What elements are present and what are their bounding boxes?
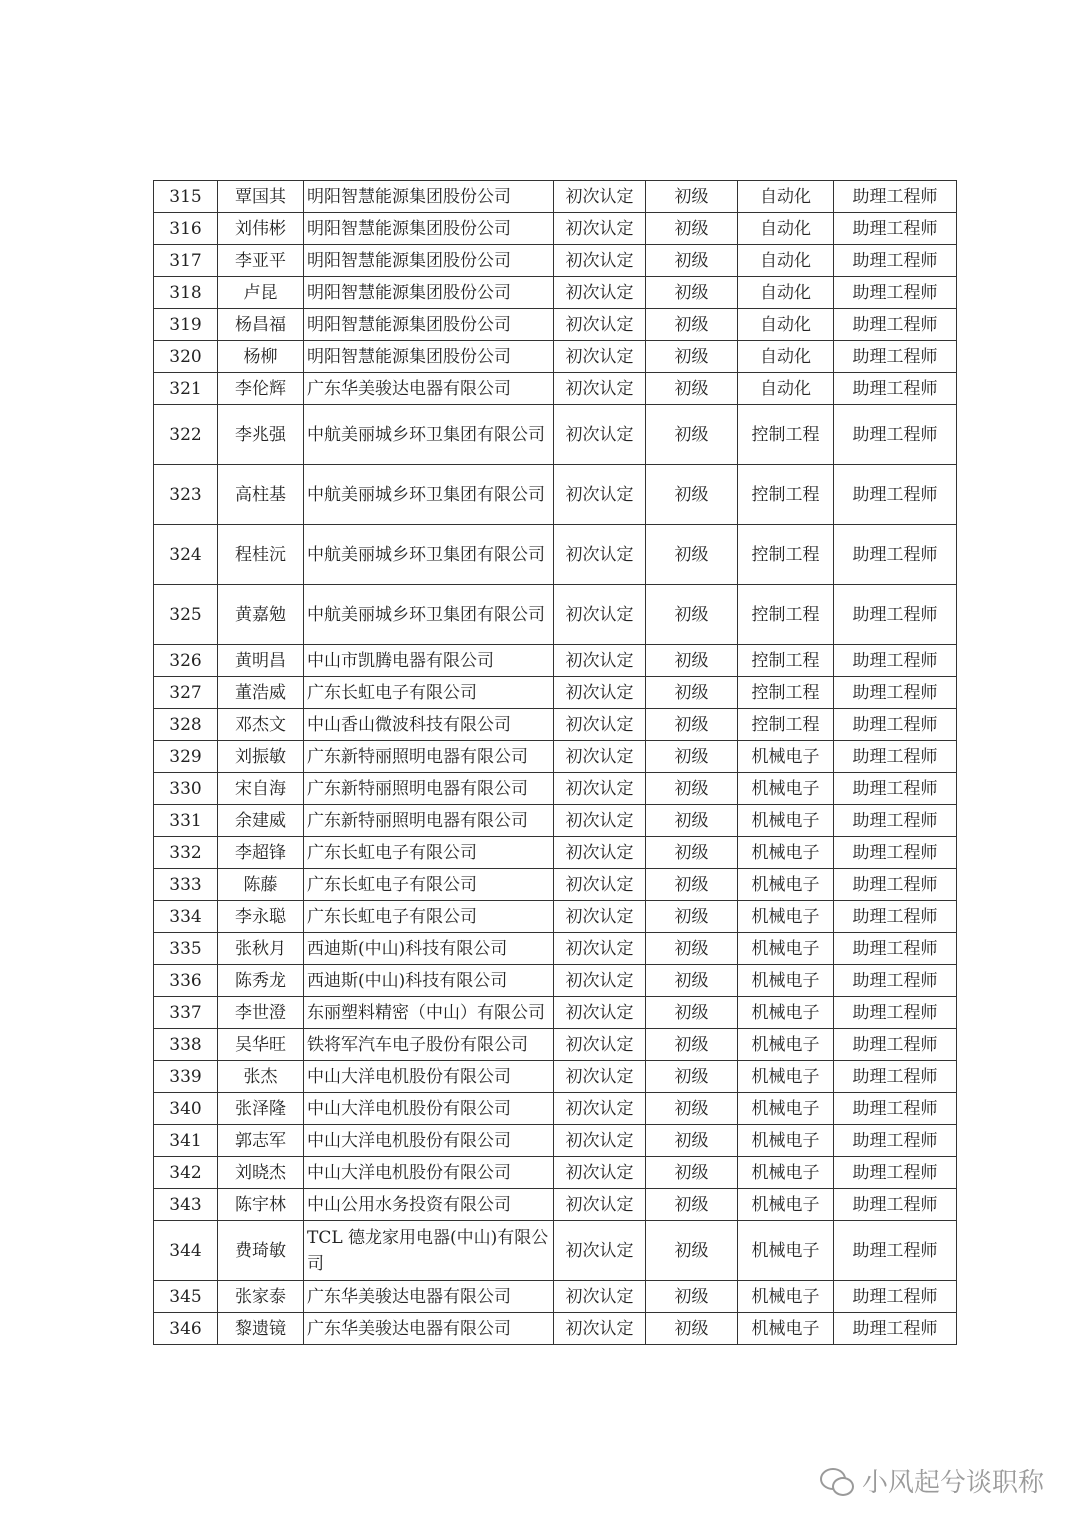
specialty-cell: 机械电子 [738, 837, 834, 869]
specialty-cell: 机械电子 [738, 1061, 834, 1093]
title-level-cell: 初级 [646, 213, 738, 245]
row-number-cell: 338 [154, 1029, 218, 1061]
person-name-cell: 黄嘉勉 [218, 585, 304, 645]
row-number-cell: 344 [154, 1221, 218, 1281]
row-number-cell: 316 [154, 213, 218, 245]
watermark [820, 1462, 1044, 1499]
company-name-cell: 中航美丽城乡环卫集团有限公司 [304, 585, 554, 645]
table-row [154, 1281, 957, 1313]
assessment-type-cell: 初次认定 [554, 525, 646, 585]
person-name-cell: 李兆强 [218, 405, 304, 465]
person-name-cell: 李世澄 [218, 997, 304, 1029]
person-name-cell: 黎遗镜 [218, 1313, 304, 1345]
assessment-type-cell: 初次认定 [554, 1313, 646, 1345]
table-row [154, 741, 957, 773]
company-name-cell: 明阳智慧能源集团股份公司 [304, 277, 554, 309]
job-title-cell: 助理工程师 [834, 341, 957, 373]
title-level-cell: 初级 [646, 405, 738, 465]
company-name-cell: 明阳智慧能源集团股份公司 [304, 309, 554, 341]
row-number-cell: 337 [154, 997, 218, 1029]
table-row [154, 677, 957, 709]
assessment-type-cell: 初次认定 [554, 709, 646, 741]
company-name-cell: 东丽塑料精密（中山）有限公司 [304, 997, 554, 1029]
person-name-cell: 卢昆 [218, 277, 304, 309]
person-name-cell: 郭志军 [218, 1125, 304, 1157]
assessment-type-cell: 初次认定 [554, 1189, 646, 1221]
assessment-type-cell: 初次认定 [554, 277, 646, 309]
title-level-cell: 初级 [646, 373, 738, 405]
title-level-cell: 初级 [646, 1313, 738, 1345]
row-number-cell: 323 [154, 465, 218, 525]
table-row [154, 525, 957, 585]
row-number-cell: 319 [154, 309, 218, 341]
table-row [154, 373, 957, 405]
person-name-cell: 刘伟彬 [218, 213, 304, 245]
title-level-cell: 初级 [646, 245, 738, 277]
specialty-cell: 自动化 [738, 181, 834, 213]
table-row [154, 709, 957, 741]
person-name-cell: 高柱基 [218, 465, 304, 525]
watermark-text: 小风起兮谈职称 [862, 1468, 1045, 1498]
assessment-type-cell: 初次认定 [554, 1125, 646, 1157]
company-name-cell: 中山公用水务投资有限公司 [304, 1189, 554, 1221]
person-name-cell: 程桂沅 [218, 525, 304, 585]
row-number-cell: 320 [154, 341, 218, 373]
table-row [154, 645, 957, 677]
specialty-cell: 机械电子 [738, 773, 834, 805]
person-name-cell: 费琦敏 [218, 1221, 304, 1281]
job-title-cell: 助理工程师 [834, 741, 957, 773]
specialty-cell: 机械电子 [738, 901, 834, 933]
job-title-cell: 助理工程师 [834, 585, 957, 645]
table-row [154, 869, 957, 901]
specialty-cell: 机械电子 [738, 1125, 834, 1157]
person-name-cell: 杨柳 [218, 341, 304, 373]
job-title-cell: 助理工程师 [834, 465, 957, 525]
assessment-type-cell: 初次认定 [554, 901, 646, 933]
assessment-type-cell: 初次认定 [554, 773, 646, 805]
specialty-cell: 控制工程 [738, 645, 834, 677]
specialty-cell: 控制工程 [738, 525, 834, 585]
table-row [154, 901, 957, 933]
specialty-cell: 控制工程 [738, 585, 834, 645]
table-row [154, 1093, 957, 1125]
assessment-type-cell: 初次认定 [554, 341, 646, 373]
assessment-type-cell: 初次认定 [554, 677, 646, 709]
person-name-cell: 吴华旺 [218, 1029, 304, 1061]
job-title-cell: 助理工程师 [834, 1093, 957, 1125]
person-name-cell: 邓杰文 [218, 709, 304, 741]
title-level-cell: 初级 [646, 1061, 738, 1093]
person-name-cell: 杨昌福 [218, 309, 304, 341]
row-number-cell: 326 [154, 645, 218, 677]
company-name-cell: 明阳智慧能源集团股份公司 [304, 245, 554, 277]
table-row [154, 1125, 957, 1157]
person-name-cell: 宋自海 [218, 773, 304, 805]
title-level-cell: 初级 [646, 1157, 738, 1189]
row-number-cell: 334 [154, 901, 218, 933]
job-title-cell: 助理工程师 [834, 1157, 957, 1189]
specialty-cell: 机械电子 [738, 1189, 834, 1221]
row-number-cell: 321 [154, 373, 218, 405]
company-name-cell: 中山香山微波科技有限公司 [304, 709, 554, 741]
title-level-cell: 初级 [646, 645, 738, 677]
title-level-cell: 初级 [646, 901, 738, 933]
assessment-type-cell: 初次认定 [554, 465, 646, 525]
company-name-cell: 广东华美骏达电器有限公司 [304, 373, 554, 405]
title-level-cell: 初级 [646, 933, 738, 965]
title-level-cell: 初级 [646, 341, 738, 373]
assessment-type-cell: 初次认定 [554, 1029, 646, 1061]
job-title-cell: 助理工程师 [834, 933, 957, 965]
title-level-cell: 初级 [646, 465, 738, 525]
job-title-cell: 助理工程师 [834, 997, 957, 1029]
row-number-cell: 336 [154, 965, 218, 997]
specialty-cell: 自动化 [738, 309, 834, 341]
job-title-cell: 助理工程师 [834, 1221, 957, 1281]
specialty-cell: 控制工程 [738, 465, 834, 525]
job-title-cell: 助理工程师 [834, 309, 957, 341]
company-name-cell: 明阳智慧能源集团股份公司 [304, 181, 554, 213]
company-name-cell: 中山市凯腾电器有限公司 [304, 645, 554, 677]
row-number-cell: 332 [154, 837, 218, 869]
table-row [154, 773, 957, 805]
company-name-cell: 中山大洋电机股份有限公司 [304, 1061, 554, 1093]
person-name-cell: 张杰 [218, 1061, 304, 1093]
table-row [154, 277, 957, 309]
table-row [154, 933, 957, 965]
title-level-cell: 初级 [646, 525, 738, 585]
title-level-cell: 初级 [646, 1221, 738, 1281]
table-row [154, 1313, 957, 1345]
title-level-cell: 初级 [646, 869, 738, 901]
roster-table [153, 180, 957, 1345]
table-row [154, 465, 957, 525]
specialty-cell: 机械电子 [738, 1221, 834, 1281]
company-name-cell: 中山大洋电机股份有限公司 [304, 1157, 554, 1189]
job-title-cell: 助理工程师 [834, 245, 957, 277]
assessment-type-cell: 初次认定 [554, 373, 646, 405]
specialty-cell: 机械电子 [738, 1313, 834, 1345]
person-name-cell: 刘晓杰 [218, 1157, 304, 1189]
company-name-cell: 铁将军汽车电子股份有限公司 [304, 1029, 554, 1061]
company-name-cell: TCL 德龙家用电器(中山)有限公司 [304, 1221, 554, 1281]
wechat-icon [820, 1466, 854, 1496]
specialty-cell: 控制工程 [738, 405, 834, 465]
company-name-cell: 中航美丽城乡环卫集团有限公司 [304, 465, 554, 525]
job-title-cell: 助理工程师 [834, 1281, 957, 1313]
table-row [154, 965, 957, 997]
table-row [154, 1029, 957, 1061]
row-number-cell: 343 [154, 1189, 218, 1221]
title-level-cell: 初级 [646, 309, 738, 341]
assessment-type-cell: 初次认定 [554, 213, 646, 245]
person-name-cell: 李亚平 [218, 245, 304, 277]
assessment-type-cell: 初次认定 [554, 869, 646, 901]
person-name-cell: 覃国其 [218, 181, 304, 213]
row-number-cell: 324 [154, 525, 218, 585]
job-title-cell: 助理工程师 [834, 805, 957, 837]
title-level-cell: 初级 [646, 1029, 738, 1061]
job-title-cell: 助理工程师 [834, 405, 957, 465]
job-title-cell: 助理工程师 [834, 869, 957, 901]
assessment-type-cell: 初次认定 [554, 933, 646, 965]
title-level-cell: 初级 [646, 805, 738, 837]
table-row [154, 245, 957, 277]
row-number-cell: 330 [154, 773, 218, 805]
table-row [154, 997, 957, 1029]
company-name-cell: 广东华美骏达电器有限公司 [304, 1313, 554, 1345]
row-number-cell: 322 [154, 405, 218, 465]
person-name-cell: 张秋月 [218, 933, 304, 965]
row-number-cell: 341 [154, 1125, 218, 1157]
row-number-cell: 329 [154, 741, 218, 773]
row-number-cell: 333 [154, 869, 218, 901]
table-row [154, 1061, 957, 1093]
specialty-cell: 控制工程 [738, 677, 834, 709]
specialty-cell: 机械电子 [738, 869, 834, 901]
table-row [154, 181, 957, 213]
specialty-cell: 机械电子 [738, 805, 834, 837]
table-row [154, 837, 957, 869]
person-name-cell: 刘振敏 [218, 741, 304, 773]
assessment-type-cell: 初次认定 [554, 805, 646, 837]
title-level-cell: 初级 [646, 837, 738, 869]
table-row [154, 1157, 957, 1189]
assessment-type-cell: 初次认定 [554, 645, 646, 677]
assessment-type-cell: 初次认定 [554, 741, 646, 773]
person-name-cell: 董浩威 [218, 677, 304, 709]
company-name-cell: 广东新特丽照明电器有限公司 [304, 741, 554, 773]
job-title-cell: 助理工程师 [834, 645, 957, 677]
title-level-cell: 初级 [646, 1093, 738, 1125]
person-name-cell: 李伦辉 [218, 373, 304, 405]
assessment-type-cell: 初次认定 [554, 965, 646, 997]
person-name-cell: 张家泰 [218, 1281, 304, 1313]
company-name-cell: 广东长虹电子有限公司 [304, 901, 554, 933]
title-level-cell: 初级 [646, 1281, 738, 1313]
company-name-cell: 明阳智慧能源集团股份公司 [304, 213, 554, 245]
company-name-cell: 广东长虹电子有限公司 [304, 869, 554, 901]
job-title-cell: 助理工程师 [834, 373, 957, 405]
title-level-cell: 初级 [646, 773, 738, 805]
row-number-cell: 325 [154, 585, 218, 645]
job-title-cell: 助理工程师 [834, 1125, 957, 1157]
assessment-type-cell: 初次认定 [554, 1061, 646, 1093]
specialty-cell: 机械电子 [738, 741, 834, 773]
title-level-cell: 初级 [646, 1189, 738, 1221]
person-name-cell: 陈藤 [218, 869, 304, 901]
table-row [154, 1221, 957, 1281]
assessment-type-cell: 初次认定 [554, 837, 646, 869]
job-title-cell: 助理工程师 [834, 277, 957, 309]
job-title-cell: 助理工程师 [834, 181, 957, 213]
row-number-cell: 318 [154, 277, 218, 309]
assessment-type-cell: 初次认定 [554, 181, 646, 213]
specialty-cell: 自动化 [738, 373, 834, 405]
assessment-type-cell: 初次认定 [554, 245, 646, 277]
assessment-type-cell: 初次认定 [554, 585, 646, 645]
assessment-type-cell: 初次认定 [554, 309, 646, 341]
specialty-cell: 自动化 [738, 245, 834, 277]
company-name-cell: 西迪斯(中山)科技有限公司 [304, 933, 554, 965]
job-title-cell: 助理工程师 [834, 965, 957, 997]
job-title-cell: 助理工程师 [834, 525, 957, 585]
row-number-cell: 339 [154, 1061, 218, 1093]
row-number-cell: 317 [154, 245, 218, 277]
specialty-cell: 机械电子 [738, 1281, 834, 1313]
title-level-cell: 初级 [646, 585, 738, 645]
row-number-cell: 340 [154, 1093, 218, 1125]
assessment-type-cell: 初次认定 [554, 1157, 646, 1189]
specialty-cell: 机械电子 [738, 1093, 834, 1125]
row-number-cell: 327 [154, 677, 218, 709]
assessment-type-cell: 初次认定 [554, 1093, 646, 1125]
job-title-cell: 助理工程师 [834, 773, 957, 805]
person-name-cell: 黄明昌 [218, 645, 304, 677]
row-number-cell: 342 [154, 1157, 218, 1189]
row-number-cell: 345 [154, 1281, 218, 1313]
assessment-type-cell: 初次认定 [554, 1281, 646, 1313]
title-level-cell: 初级 [646, 741, 738, 773]
title-level-cell: 初级 [646, 997, 738, 1029]
job-title-cell: 助理工程师 [834, 1189, 957, 1221]
title-level-cell: 初级 [646, 1125, 738, 1157]
assessment-type-cell: 初次认定 [554, 1221, 646, 1281]
company-name-cell: 广东长虹电子有限公司 [304, 837, 554, 869]
specialty-cell: 控制工程 [738, 709, 834, 741]
row-number-cell: 335 [154, 933, 218, 965]
row-number-cell: 346 [154, 1313, 218, 1345]
specialty-cell: 机械电子 [738, 1029, 834, 1061]
company-name-cell: 明阳智慧能源集团股份公司 [304, 341, 554, 373]
roster-body [154, 181, 957, 1345]
table-row [154, 341, 957, 373]
table-row [154, 405, 957, 465]
person-name-cell: 陈秀龙 [218, 965, 304, 997]
person-name-cell: 余建威 [218, 805, 304, 837]
table-row [154, 585, 957, 645]
specialty-cell: 机械电子 [738, 933, 834, 965]
company-name-cell: 中航美丽城乡环卫集团有限公司 [304, 405, 554, 465]
assessment-type-cell: 初次认定 [554, 405, 646, 465]
company-name-cell: 西迪斯(中山)科技有限公司 [304, 965, 554, 997]
row-number-cell: 315 [154, 181, 218, 213]
title-level-cell: 初级 [646, 709, 738, 741]
table-row [154, 805, 957, 837]
job-title-cell: 助理工程师 [834, 709, 957, 741]
person-name-cell: 张泽隆 [218, 1093, 304, 1125]
company-name-cell: 中山大洋电机股份有限公司 [304, 1125, 554, 1157]
job-title-cell: 助理工程师 [834, 1313, 957, 1345]
table-row [154, 309, 957, 341]
table-row [154, 213, 957, 245]
job-title-cell: 助理工程师 [834, 1061, 957, 1093]
company-name-cell: 广东新特丽照明电器有限公司 [304, 805, 554, 837]
specialty-cell: 机械电子 [738, 965, 834, 997]
company-name-cell: 广东华美骏达电器有限公司 [304, 1281, 554, 1313]
company-name-cell: 广东长虹电子有限公司 [304, 677, 554, 709]
assessment-type-cell: 初次认定 [554, 997, 646, 1029]
title-level-cell: 初级 [646, 965, 738, 997]
company-name-cell: 中航美丽城乡环卫集团有限公司 [304, 525, 554, 585]
job-title-cell: 助理工程师 [834, 677, 957, 709]
job-title-cell: 助理工程师 [834, 901, 957, 933]
specialty-cell: 机械电子 [738, 1157, 834, 1189]
row-number-cell: 331 [154, 805, 218, 837]
job-title-cell: 助理工程师 [834, 1029, 957, 1061]
company-name-cell: 广东新特丽照明电器有限公司 [304, 773, 554, 805]
title-level-cell: 初级 [646, 677, 738, 709]
company-name-cell: 中山大洋电机股份有限公司 [304, 1093, 554, 1125]
specialty-cell: 自动化 [738, 213, 834, 245]
specialty-cell: 机械电子 [738, 997, 834, 1029]
job-title-cell: 助理工程师 [834, 213, 957, 245]
title-level-cell: 初级 [646, 277, 738, 309]
person-name-cell: 李永聪 [218, 901, 304, 933]
specialty-cell: 自动化 [738, 341, 834, 373]
job-title-cell: 助理工程师 [834, 837, 957, 869]
person-name-cell: 陈宇林 [218, 1189, 304, 1221]
person-name-cell: 李超锋 [218, 837, 304, 869]
table-row [154, 1189, 957, 1221]
title-level-cell: 初级 [646, 181, 738, 213]
row-number-cell: 328 [154, 709, 218, 741]
specialty-cell: 自动化 [738, 277, 834, 309]
